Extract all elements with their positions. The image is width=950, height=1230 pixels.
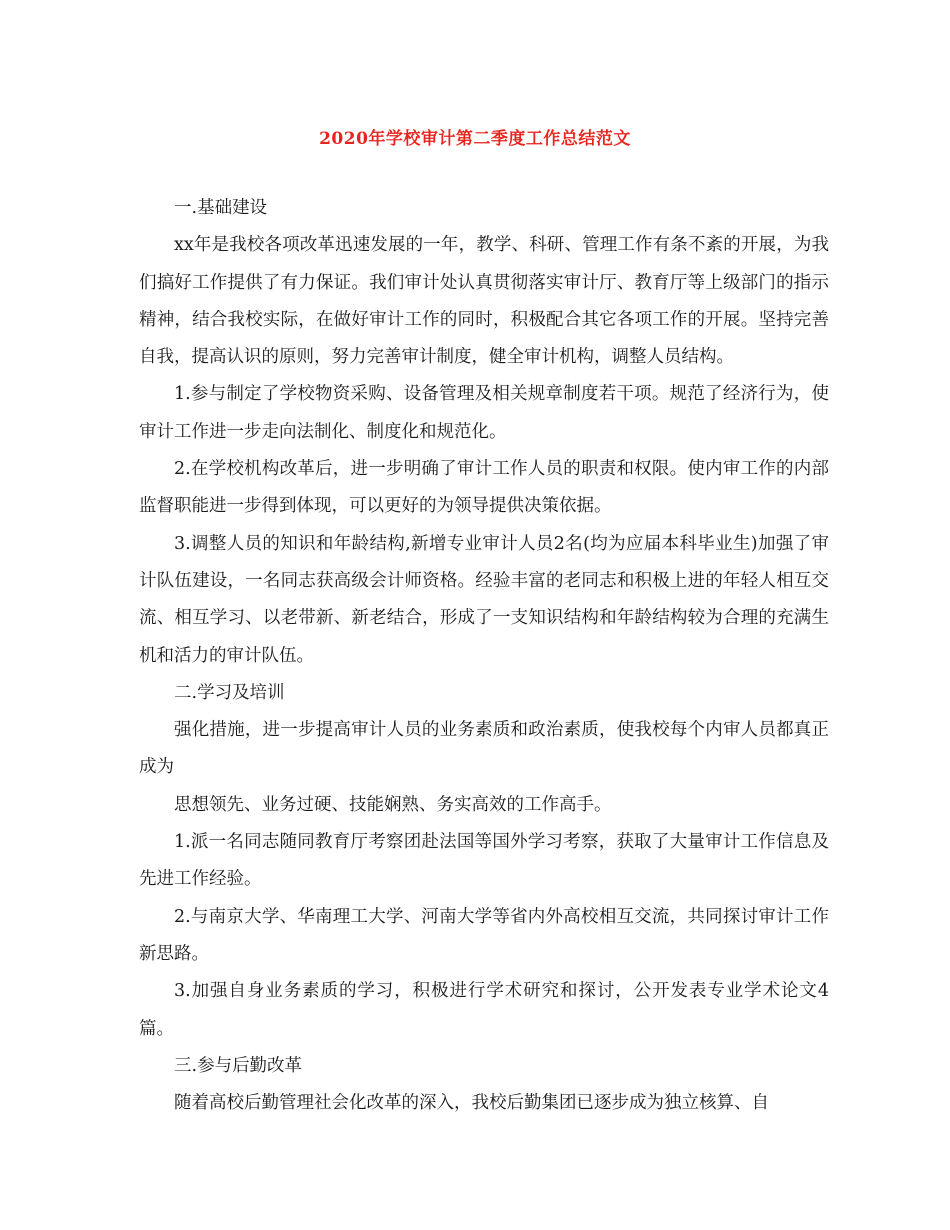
- paragraph: xx年是我校各项改革迅速发展的一年，教学、科研、管理工作有条不紊的开展，为我们搞好工作提供了有力保证。我们审计处认真贯彻落实审计厅、教育厅等上级部门的指示精神，结合我校实际，在做好审计工作的同时，积极配合其它各项工作的开展。坚持完善自我，提高认识的原则，努力完善审计制度，健全审计机构，调整人员结构。: [139, 235, 829, 368]
- paragraph: 2.在学校机构改革后，进一步明确了审计工作人员的职责和权限。使内审工作的内部监督职能进一步得到体现，可以更好的为领导提供决策依据。: [139, 459, 829, 517]
- paragraph: 随着高校后勤管理社会化改革的深入，我校后勤集团已逐步成为独立核算、自: [174, 1093, 769, 1114]
- paragraph: 强化措施，进一步提高审计人员的业务素质和政治素质，使我校每个内审人员都真正成为: [139, 720, 829, 778]
- section-heading-2: 二.学习及培训: [174, 682, 285, 703]
- paragraph: 1.参与制定了学校物资采购、设备管理及相关规章制度若干项。规范了经济行为，使审计工作进一步走向法制化、制度化和规范化。: [139, 384, 829, 442]
- section-heading-1: 一.基础建设: [174, 198, 268, 218]
- paragraph: 3.加强自身业务素质的学习，积极进行学术研究和探讨，公开发表专业学术论文4篇。: [139, 981, 829, 1039]
- section-heading-3: 三.参与后勤改革: [174, 1055, 303, 1076]
- document-body: [139, 190, 829, 1122]
- document-title: 2020年学校审计第二季度工作总结范文: [319, 129, 631, 149]
- paragraph: 1.派一名同志随同教育厅考察团赴法国等国外学习考察，获取了大量审计工作信息及先进工作经验。: [139, 832, 829, 890]
- paragraph: 3.调整人员的知识和年龄结构,新增专业审计人员2名(均为应届本科毕业生)加强了审计队伍建设，一名同志获高级会计师资格。经验丰富的老同志和积极上进的年轻人相互交流、相互学习、以老带新、新老结合，形成了一支知识结构和年龄结构较为合理的充满生机和活力的审计队伍。: [139, 533, 829, 666]
- paragraph: 思想领先、业务过硬、技能娴熟、务实高效的工作高手。: [174, 794, 612, 815]
- paragraph: 2.与南京大学、华南理工大学、河南大学等省内外高校相互交流，共同探讨审计工作新思路。: [139, 906, 829, 964]
